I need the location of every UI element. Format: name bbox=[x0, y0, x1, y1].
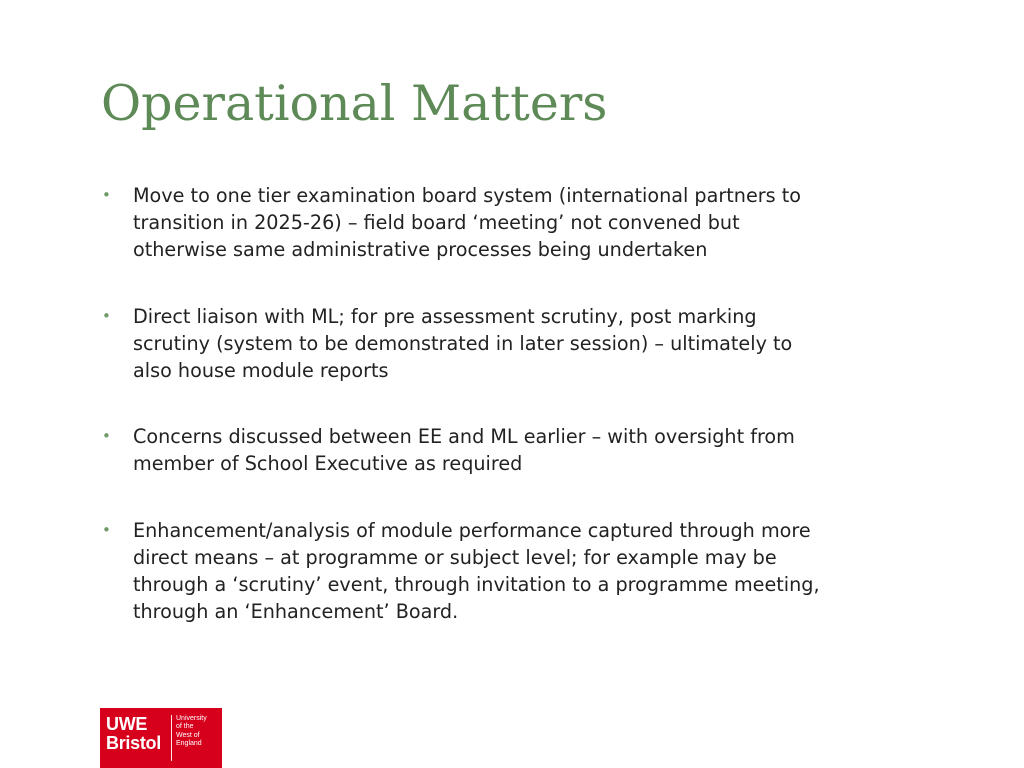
logo-univ-line: of the bbox=[176, 723, 194, 731]
logo-divider bbox=[171, 715, 172, 761]
bullet-icon: • bbox=[102, 306, 111, 325]
logo-univ-line: England bbox=[176, 740, 202, 748]
bullet-item bbox=[101, 517, 831, 626]
logo-line-bristol: Bristol bbox=[106, 733, 161, 753]
logo-line-uwe: UWE bbox=[106, 714, 148, 734]
bullet-text: Move to one tier examination board system (international partners to transition in 2025-26) – field board ‘meeting’ not convened but otherwise same administrative processes being undertaken bbox=[133, 184, 801, 262]
logo-univ-line: University bbox=[176, 715, 207, 722]
bullet-icon: • bbox=[102, 186, 111, 204]
bullet-text: Concerns discussed between EE and ML earlier – with oversight from member of School Executive as required bbox=[133, 425, 795, 476]
uwe-bristol-logo bbox=[100, 708, 222, 768]
bullet-item bbox=[101, 303, 831, 385]
bullet-item bbox=[101, 182, 831, 264]
logo-wordmark bbox=[106, 715, 161, 753]
bullet-text: Direct liaison with ML; for pre assessment scrutiny, post marking scrutiny (system to be demonstrated in later session) – ultimately to also house module reports bbox=[133, 304, 793, 383]
bullet-text: Enhancement/analysis of module performance captured through more direct means – at programme or subject level; for example may be through a ‘scrutiny’ event, through invitation to a programme meeting, through an ‘Enhancement’ Board. bbox=[133, 518, 820, 624]
slide-title: Operational Matters bbox=[101, 75, 608, 132]
bullet-item bbox=[101, 423, 831, 477]
bullet-icon: • bbox=[102, 520, 111, 539]
bullet-list bbox=[101, 182, 831, 664]
logo-univ-line: West of bbox=[176, 731, 200, 739]
logo-university-text bbox=[176, 715, 207, 749]
bullet-icon: • bbox=[102, 427, 111, 446]
